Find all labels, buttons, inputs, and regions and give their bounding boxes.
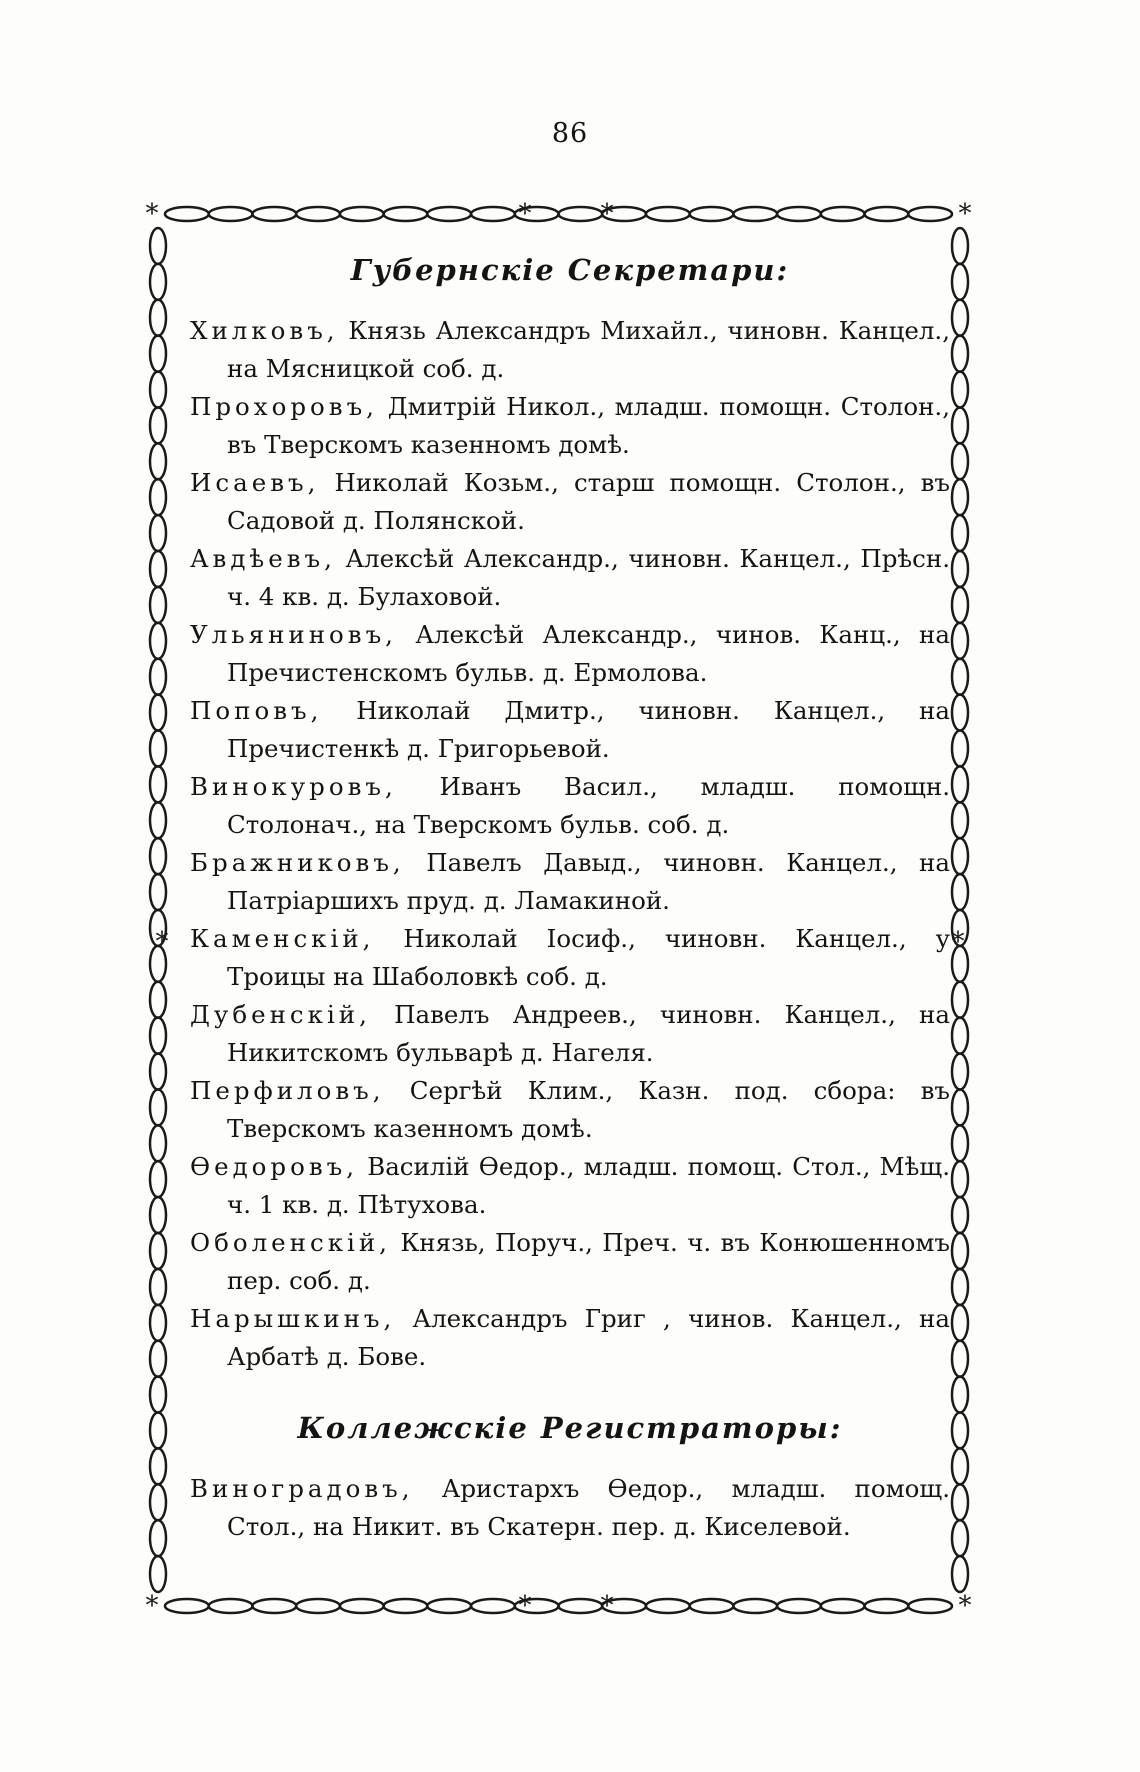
entry-details: Сергѣй Клим., Казн. под. сбора: въ Тверскомъ казенномъ домѣ. bbox=[227, 1076, 950, 1143]
chain-link bbox=[340, 1599, 384, 1613]
entry-details: Павелъ Андреев., чиновн. Канцел., на Никитскомъ бульварѣ д. Нагеля. bbox=[227, 1000, 950, 1067]
chain-link bbox=[150, 659, 166, 695]
chain-link bbox=[952, 407, 968, 443]
border-chain-left bbox=[150, 228, 166, 1592]
chain-link bbox=[209, 207, 253, 221]
chain-link bbox=[952, 515, 968, 551]
chain-link bbox=[150, 1018, 166, 1054]
chain-link bbox=[150, 1556, 166, 1592]
chain-link bbox=[865, 207, 909, 221]
entry-surname: Перфиловъ, bbox=[190, 1076, 385, 1105]
section-heading: Губернскіе Секретари: bbox=[350, 253, 790, 287]
chain-link bbox=[296, 207, 340, 221]
star-ornament: * bbox=[951, 927, 965, 957]
entry-list bbox=[190, 1470, 950, 1546]
list-item bbox=[190, 388, 950, 464]
entry-details: Николай Дмитр., чиновн. Канцел., на Пречистенкѣ д. Григорьевой. bbox=[227, 696, 950, 763]
entry-details: Алексѣй Александр., чинов. Канц., на Пречистенскомъ бульв. д. Ермолова. bbox=[227, 620, 950, 687]
chain-link bbox=[165, 1599, 209, 1613]
entry-surname: Өедоровъ, bbox=[190, 1152, 359, 1181]
list-item bbox=[190, 312, 950, 388]
chain-link bbox=[952, 695, 968, 731]
entry-list bbox=[190, 312, 950, 1376]
chain-link bbox=[150, 479, 166, 515]
chain-link bbox=[150, 300, 166, 336]
chain-link bbox=[150, 1305, 166, 1341]
chain-link bbox=[384, 1599, 428, 1613]
chain-link bbox=[777, 1599, 821, 1613]
chain-link bbox=[952, 1054, 968, 1090]
chain-link bbox=[952, 551, 968, 587]
chain-link bbox=[952, 1413, 968, 1449]
entry-details: Николай Іосиф., чиновн. Канцел., у Троицы на Шаболовкѣ соб. д. bbox=[227, 924, 950, 991]
chain-link bbox=[559, 1599, 603, 1613]
chain-link bbox=[952, 228, 968, 264]
border-chain-right bbox=[952, 228, 968, 1592]
chain-link bbox=[646, 207, 690, 221]
star-ornament: * bbox=[155, 927, 169, 957]
chain-link bbox=[777, 207, 821, 221]
chain-link bbox=[150, 336, 166, 372]
chain-link bbox=[559, 207, 603, 221]
entry-details: Василій Өедор., младш. помощ. Стол., Мѣщ. ч. 1 кв. д. Пѣтухова. bbox=[227, 1152, 950, 1219]
entry-details: Князь, Поруч., Преч. ч. въ Конюшенномъ пер. соб. д. bbox=[227, 1228, 950, 1295]
chain-link bbox=[471, 1599, 515, 1613]
chain-link bbox=[952, 982, 968, 1018]
chain-link bbox=[952, 659, 968, 695]
chain-link bbox=[150, 874, 166, 910]
chain-link bbox=[952, 1125, 968, 1161]
star-ornament: * bbox=[145, 199, 159, 229]
border-chain-bottom bbox=[165, 1599, 952, 1613]
entry-details: Князь Александръ Михайл., чиновн. Канцел., на Мясницкой соб. д. bbox=[227, 316, 950, 383]
chain-link bbox=[150, 623, 166, 659]
section-provincial-secretaries bbox=[190, 250, 950, 1376]
list-item bbox=[190, 1072, 950, 1148]
list-item bbox=[190, 540, 950, 616]
star-ornament: * bbox=[958, 199, 972, 229]
chain-link bbox=[427, 1599, 471, 1613]
chain-link bbox=[952, 479, 968, 515]
chain-link bbox=[908, 1599, 952, 1613]
chain-link bbox=[952, 336, 968, 372]
chain-link bbox=[150, 1377, 166, 1413]
entry-surname: Каменскій, bbox=[190, 924, 375, 953]
chain-link bbox=[952, 838, 968, 874]
list-item bbox=[190, 844, 950, 920]
chain-link bbox=[150, 1054, 166, 1090]
chain-link bbox=[952, 1233, 968, 1269]
chain-link bbox=[952, 623, 968, 659]
chain-link bbox=[952, 1018, 968, 1054]
list-item bbox=[190, 1148, 950, 1224]
chain-link bbox=[150, 407, 166, 443]
chain-link bbox=[150, 802, 166, 838]
chain-link bbox=[471, 207, 515, 221]
entry-surname: Поповъ, bbox=[190, 696, 323, 725]
chain-link bbox=[952, 874, 968, 910]
chain-link bbox=[150, 443, 166, 479]
chain-link bbox=[150, 1413, 166, 1449]
list-item bbox=[190, 996, 950, 1072]
chain-link bbox=[952, 587, 968, 623]
chain-link bbox=[150, 1161, 166, 1197]
chain-link bbox=[952, 731, 968, 767]
chain-link bbox=[865, 1599, 909, 1613]
chain-link bbox=[952, 1556, 968, 1592]
chain-link bbox=[952, 1197, 968, 1233]
chain-link bbox=[952, 1305, 968, 1341]
list-item bbox=[190, 768, 950, 844]
chain-link bbox=[821, 1599, 865, 1613]
chain-link bbox=[150, 1089, 166, 1125]
list-item bbox=[190, 1470, 950, 1546]
section-heading: Коллежскіе Регистраторы: bbox=[297, 1411, 843, 1445]
chain-link bbox=[150, 731, 166, 767]
entry-details: Александръ Григ , чинов. Канцел., на Арбатѣ д. Бове. bbox=[227, 1304, 950, 1371]
entry-details: Дмитрій Никол., младш. помощн. Столон., въ Тверскомъ казенномъ домѣ. bbox=[227, 392, 950, 459]
chain-link bbox=[150, 1484, 166, 1520]
star-ornament: * bbox=[600, 199, 614, 229]
entry-surname: Авдѣевъ, bbox=[190, 544, 336, 573]
chain-link bbox=[150, 515, 166, 551]
entry-surname: Ульяниновъ, bbox=[190, 620, 397, 649]
chain-link bbox=[384, 207, 428, 221]
chain-link bbox=[165, 207, 209, 221]
chain-link bbox=[952, 1269, 968, 1305]
chain-link bbox=[150, 1197, 166, 1233]
star-ornament: * bbox=[518, 1591, 532, 1621]
star-ornament: * bbox=[145, 1591, 159, 1621]
chain-link bbox=[952, 1377, 968, 1413]
chain-link bbox=[952, 1161, 968, 1197]
chain-link bbox=[690, 1599, 734, 1613]
list-item bbox=[190, 1224, 950, 1300]
chain-link bbox=[821, 207, 865, 221]
entry-surname: Дубенскій, bbox=[190, 1000, 371, 1029]
chain-link bbox=[150, 1520, 166, 1556]
chain-link bbox=[952, 1089, 968, 1125]
chain-link bbox=[150, 1269, 166, 1305]
chain-link bbox=[952, 372, 968, 408]
list-item bbox=[190, 464, 950, 540]
star-ornament: * bbox=[600, 1591, 614, 1621]
chain-link bbox=[150, 1233, 166, 1269]
chain-link bbox=[733, 1599, 777, 1613]
chain-link bbox=[150, 766, 166, 802]
chain-link bbox=[908, 207, 952, 221]
star-ornament: * bbox=[518, 199, 532, 229]
entry-surname: Прохоровъ, bbox=[190, 392, 378, 421]
chain-link bbox=[952, 1341, 968, 1377]
chain-link bbox=[646, 1599, 690, 1613]
entry-details: Николай Козьм., старш помощн. Столон., въ Садовой д. Полянской. bbox=[227, 468, 950, 535]
chain-link bbox=[252, 1599, 296, 1613]
list-item bbox=[190, 616, 950, 692]
chain-link bbox=[252, 207, 296, 221]
entry-surname: Хилковъ, bbox=[190, 316, 339, 345]
chain-link bbox=[150, 982, 166, 1018]
chain-link bbox=[150, 587, 166, 623]
chain-link bbox=[952, 1484, 968, 1520]
chain-link bbox=[952, 443, 968, 479]
entry-surname: Оболенскій, bbox=[190, 1228, 391, 1257]
entry-surname: Виноградовъ, bbox=[190, 1474, 414, 1503]
chain-link bbox=[150, 264, 166, 300]
chain-link bbox=[150, 695, 166, 731]
page-body bbox=[190, 250, 950, 1546]
entry-surname: Бражниковъ, bbox=[190, 848, 405, 877]
chain-link bbox=[150, 228, 166, 264]
chain-link bbox=[150, 838, 166, 874]
chain-link bbox=[733, 207, 777, 221]
chain-link bbox=[150, 1125, 166, 1161]
border-chain-top bbox=[165, 207, 952, 221]
entry-surname: Нарышкинъ, bbox=[190, 1304, 396, 1333]
chain-link bbox=[340, 207, 384, 221]
chain-link bbox=[150, 551, 166, 587]
entry-details: Иванъ Васил., младш. помощн. Столонач., на Тверскомъ бульв. соб. д. bbox=[227, 772, 950, 839]
chain-link bbox=[150, 1341, 166, 1377]
chain-link bbox=[952, 1448, 968, 1484]
list-item bbox=[190, 692, 950, 768]
list-item bbox=[190, 920, 950, 996]
entry-details: Аристархъ Өедор., младш. помощ. Стол., на Никит. въ Скатерн. пер. д. Киселевой. bbox=[227, 1474, 950, 1541]
chain-link bbox=[952, 766, 968, 802]
chain-link bbox=[952, 1520, 968, 1556]
chain-link bbox=[296, 1599, 340, 1613]
entry-surname: Винокуровъ, bbox=[190, 772, 397, 801]
chain-link bbox=[952, 802, 968, 838]
star-ornament: * bbox=[958, 1591, 972, 1621]
entry-details: Павелъ Давыд., чиновн. Канцел., на Патріаршихъ пруд. д. Ламакиной. bbox=[227, 848, 950, 915]
chain-link bbox=[690, 207, 734, 221]
chain-link bbox=[209, 1599, 253, 1613]
entry-surname: Исаевъ, bbox=[190, 468, 320, 497]
chain-link bbox=[150, 1448, 166, 1484]
chain-link bbox=[952, 300, 968, 336]
page-number: 86 bbox=[551, 118, 589, 149]
entry-details: Алексѣй Александр., чиновн. Канцел., Прѣсн. ч. 4 кв. д. Булаховой. bbox=[227, 544, 950, 611]
section-collegiate-registrars bbox=[190, 1408, 950, 1546]
chain-link bbox=[150, 372, 166, 408]
chain-link bbox=[427, 207, 471, 221]
chain-link bbox=[952, 264, 968, 300]
list-item bbox=[190, 1300, 950, 1376]
